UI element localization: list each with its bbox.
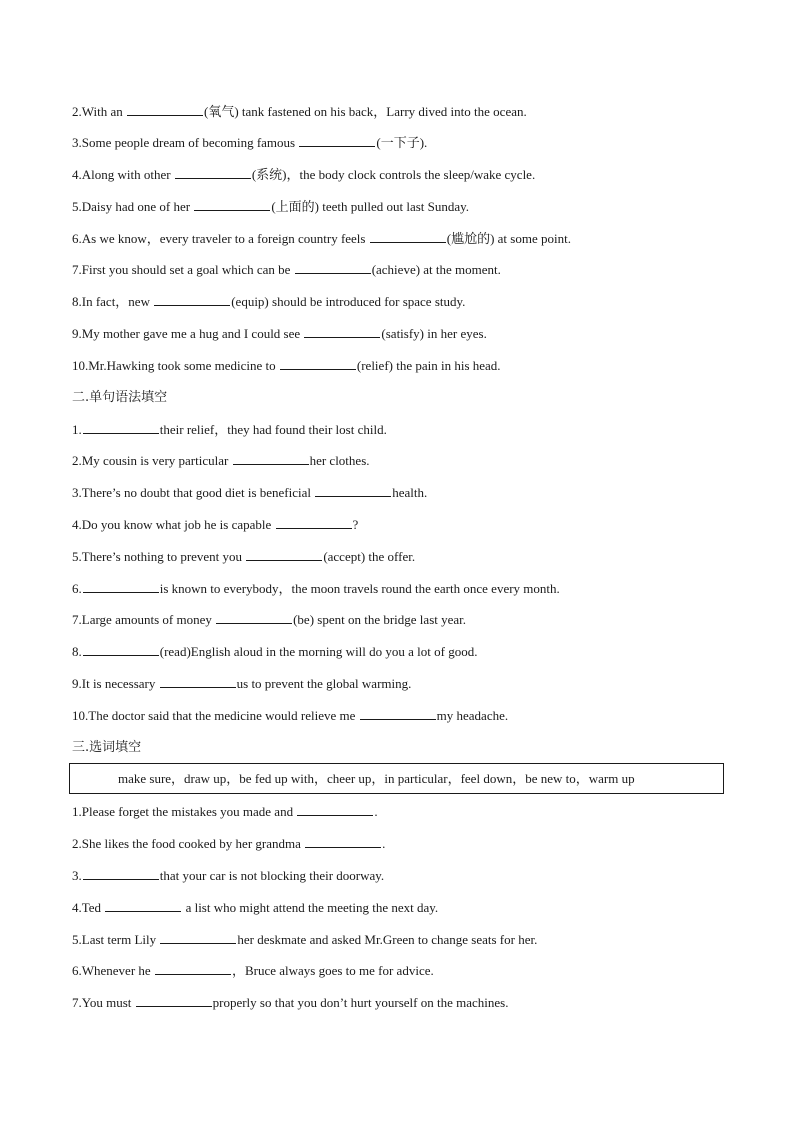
answer-blank[interactable] (246, 547, 322, 561)
exercise-item: 8.In fact，new (equip) should be introduced for space study. (72, 294, 466, 309)
exercise-item: 6.Whenever he ，Bruce always goes to me for advice. (72, 963, 434, 978)
section-heading: 三.选词填空 (72, 740, 142, 755)
exercise-item: 10.The doctor said that the medicine would relieve me my headache. (72, 708, 509, 723)
exercise-item: 7.First you should set a goal which can be (achieve) at the moment. (72, 262, 501, 277)
section-heading: 二.单句语法填空 (72, 390, 168, 405)
answer-blank[interactable] (83, 420, 159, 434)
answer-blank[interactable] (83, 866, 159, 880)
answer-blank[interactable] (315, 483, 391, 497)
answer-blank[interactable] (297, 802, 373, 816)
answer-blank[interactable] (83, 642, 159, 656)
exercise-item: 6.As we know，every traveler to a foreign country feels (尴尬的) at some point. (72, 231, 571, 246)
exercise-item: 7.You must properly so that you don’t hurt yourself on the machines. (72, 995, 509, 1010)
answer-blank[interactable] (276, 515, 352, 529)
answer-blank[interactable] (136, 993, 212, 1007)
exercise-item: 2.My cousin is very particular her clothes. (72, 453, 370, 468)
exercise-item: 4.Ted a list who might attend the meeting the next day. (72, 900, 439, 915)
answer-blank[interactable] (216, 610, 292, 624)
answer-blank[interactable] (194, 197, 270, 211)
exercise-item: 3.Some people dream of becoming famous (一下子). (72, 135, 428, 150)
answer-blank[interactable] (305, 834, 381, 848)
exercise-item: 9.It is necessary us to prevent the global warming. (72, 676, 412, 691)
exercise-item: 4.Do you know what job he is capable ? (72, 517, 359, 532)
answer-blank[interactable] (175, 165, 251, 179)
exercise-item: 3. that your car is not blocking their doorway. (72, 868, 385, 883)
exercise-item: 3.There’s no doubt that good diet is beneficial health. (72, 485, 428, 500)
answer-blank[interactable] (83, 579, 159, 593)
exercise-item: 2.With an (氧气) tank fastened on his back，Larry dived into the ocean. (72, 104, 527, 119)
answer-blank[interactable] (280, 356, 356, 370)
answer-blank[interactable] (370, 229, 446, 243)
answer-blank[interactable] (105, 898, 181, 912)
word-bank-box: make sure，draw up，be fed up with，cheer up，in particular，feel down，be new to，warm up (69, 763, 724, 794)
answer-blank[interactable] (295, 260, 371, 274)
exercise-item: 5.There’s nothing to prevent you (accept) the offer. (72, 549, 416, 564)
answer-blank[interactable] (160, 930, 236, 944)
exercise-item: 1.Please forget the mistakes you made and . (72, 804, 378, 819)
exercise-item: 6. is known to everybody，the moon travels round the earth once every month. (72, 581, 560, 596)
exercise-item: 4.Along with other (系统)，the body clock controls the sleep/wake cycle. (72, 167, 536, 182)
answer-blank[interactable] (160, 674, 236, 688)
answer-blank[interactable] (233, 451, 309, 465)
exercise-item: 5.Last term Lily her deskmate and asked Mr.Green to change seats for her. (72, 932, 538, 947)
exercise-item: 7.Large amounts of money (be) spent on the bridge last year. (72, 612, 467, 627)
exercise-item: 2.She likes the food cooked by her grandma . (72, 836, 386, 851)
answer-blank[interactable] (360, 706, 436, 720)
answer-blank[interactable] (304, 324, 380, 338)
answer-blank[interactable] (155, 961, 231, 975)
exercise-item: 9.My mother gave me a hug and I could see (satisfy) in her eyes. (72, 326, 487, 341)
answer-blank[interactable] (154, 292, 230, 306)
exercise-item: 8. (read)English aloud in the morning will do you a lot of good. (72, 644, 478, 659)
exercise-item: 1. their relief，they had found their lost child. (72, 422, 387, 437)
exercise-item: 5.Daisy had one of her (上面的) teeth pulled out last Sunday. (72, 199, 470, 214)
answer-blank[interactable] (127, 102, 203, 116)
exercise-item: 10.Mr.Hawking took some medicine to (relief) the pain in his head. (72, 358, 501, 373)
answer-blank[interactable] (299, 133, 375, 147)
